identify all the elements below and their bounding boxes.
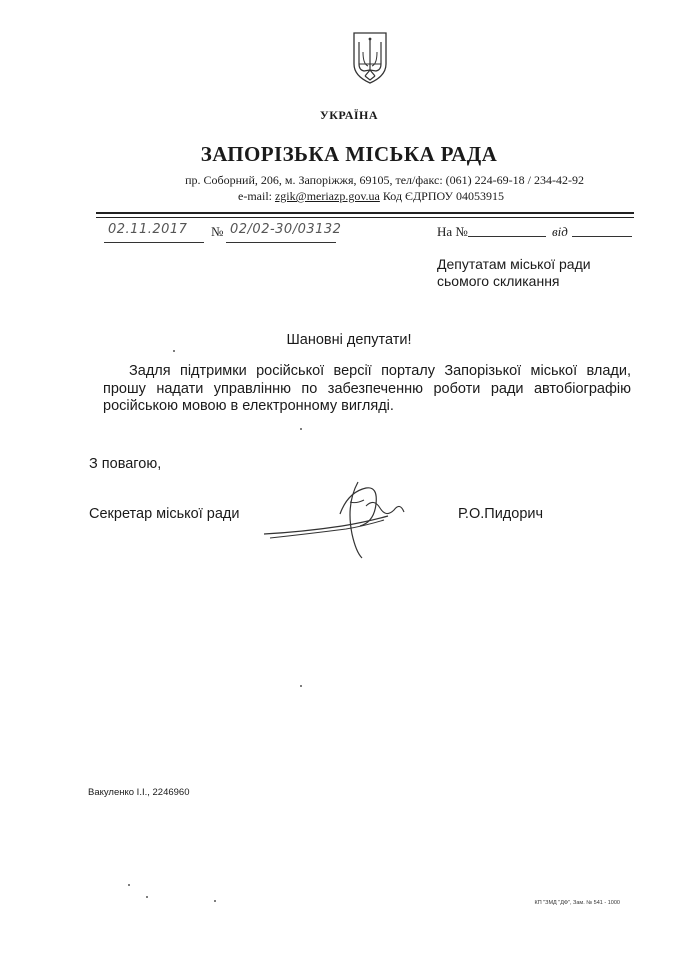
council-name: ЗАПОРІЗЬКА МІСЬКА РАДА [200, 142, 498, 166]
reply-date-blank [572, 224, 632, 237]
addressee-line-2: сьомого скликання [437, 273, 560, 289]
signatory-name: Р.О.Пидорич [458, 506, 544, 522]
coat-of-arms-icon [351, 30, 389, 86]
addressee [437, 256, 591, 290]
registration-date: 02.11.2017 [108, 222, 188, 237]
email-link[interactable]: zgik@meriazp.gov.ua [274, 189, 380, 203]
address-line: пр. Соборний, 206, м. Запоріжжя, 69105, тел/факс: (061) 224-69-18 / 234-42-92 [185, 173, 584, 187]
header-divider-thick [96, 212, 634, 214]
closing: З повагою, [89, 456, 162, 472]
scan-speck [146, 896, 148, 898]
email-label: e-mail: [238, 189, 272, 203]
header-divider-thin [96, 217, 634, 218]
letter-body: Задля підтримки російської версії порталу Запорізької міської влади, прошу надати управлінню по забезпеченню роботи ради автобіографію російською мовою в електронному вигляді. [103, 363, 631, 414]
edrpou-code: Код ЄДРПОУ 04053915 [382, 189, 504, 203]
signature-icon [262, 474, 412, 564]
reply-number-blank [468, 224, 546, 237]
printer-mark: КП "ЗМД "ДФ", Зам. № 541 - 1000 [534, 900, 620, 906]
registration-number-label: № [211, 224, 224, 239]
contact-line [238, 189, 504, 204]
executor-note: Вакуленко І.І., 2246960 [88, 787, 190, 798]
country-name: УКРАЇНА [319, 108, 379, 122]
reply-number-label: На № [437, 224, 468, 239]
addressee-line-1: Депутатам міської ради [437, 256, 591, 272]
registration-number: 02/02-30/03132 [230, 222, 342, 237]
salutation: Шановні депутати! [286, 332, 412, 348]
scan-speck [214, 900, 216, 902]
scan-speck [173, 350, 175, 352]
scan-speck [300, 428, 302, 430]
scan-speck [128, 884, 130, 886]
signatory-position: Секретар міської ради [89, 506, 240, 522]
reply-date-label: від [552, 224, 568, 239]
scan-speck [300, 685, 302, 687]
